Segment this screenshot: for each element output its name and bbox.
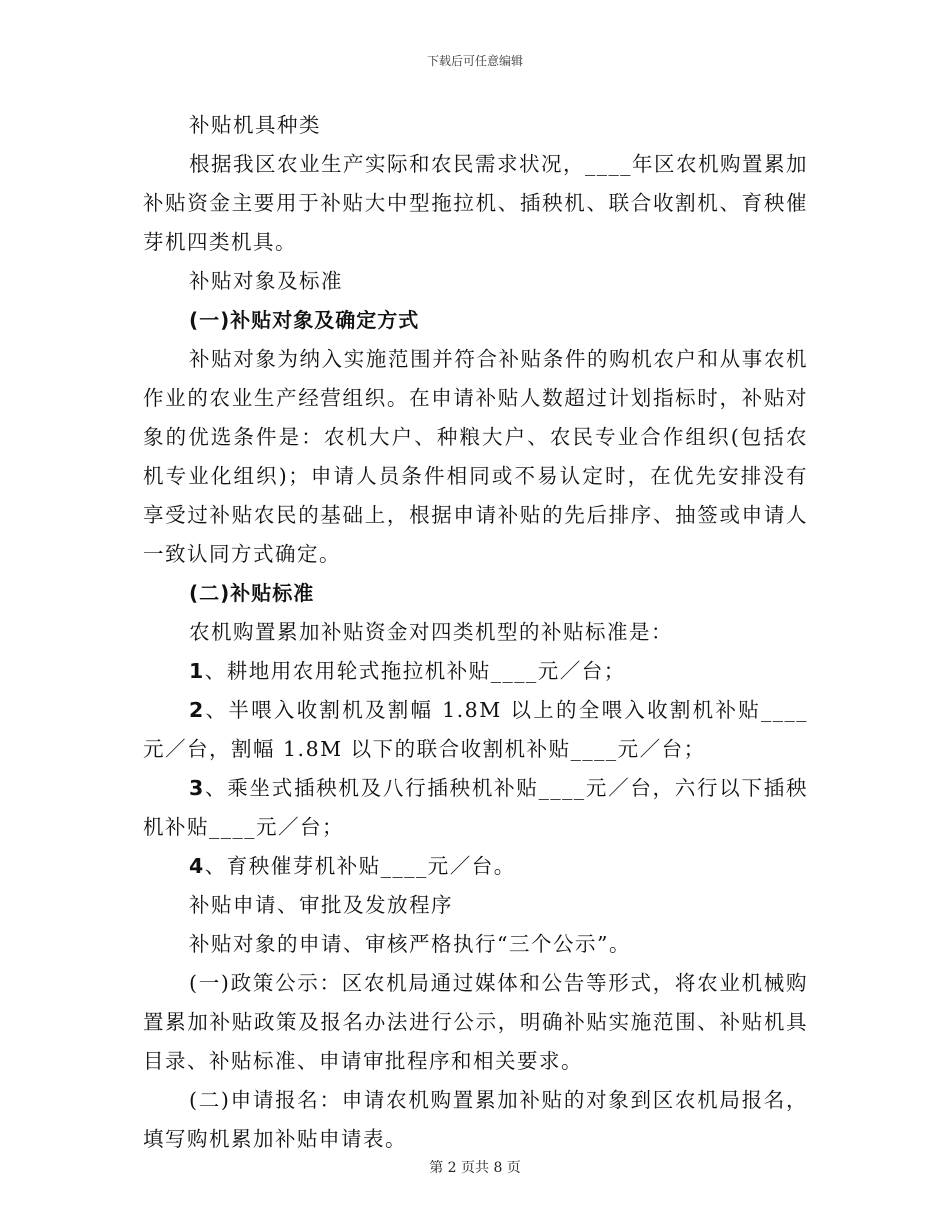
list-number: 3: [189, 776, 205, 800]
paragraph-standards-intro: 农机购置累加补贴资金对四类机型的补贴标准是：: [189, 620, 673, 644]
paragraph-procedure-intro: 补贴对象的申请、审核严格执行“三个公示”。: [189, 932, 631, 956]
list-text: 、半喂入收割机及割幅 1.8M 以上的全喂入收割机补贴____元／台，割幅 1.8M 以下的联合收割机补贴____元／台；: [143, 698, 808, 761]
paragraph-objects: 补贴对象为纳入实施范围并符合补贴条件的购机农户和从事农机作业的农业生产经营组织。在申请补贴人数超过计划指标时，补贴对象的优选条件是：农机大户、种粮大户、农民专业合作组织(包括农机专业化组织)；申请人员条件相同或不易认定时，在优先安排没有享受过补贴农民的基础上，根据申请补贴的先后排序、抽签或申请人一致认同方式确定。: [143, 347, 808, 566]
section-heading-objects-standards: 补贴对象及标准: [189, 269, 343, 293]
document-body: [143, 106, 808, 1159]
page-header: 下载后可任意编辑: [426, 54, 523, 68]
subheading-standards: (二)补贴标准: [189, 581, 315, 605]
list-number: 4: [189, 854, 205, 878]
list-number: 2: [189, 698, 205, 722]
paragraph-machine-types: 根据我区农业生产实际和农民需求状况，____年区农机购置累加补贴资金主要用于补贴大中型拖拉机、插秧机、联合收割机、育秧催芽机四类机具。: [143, 152, 808, 254]
section-heading-machine-types: 补贴机具种类: [189, 113, 321, 137]
section-heading-procedure: 补贴申请、审批及发放程序: [189, 893, 453, 917]
paragraph-policy-publicity: (一)政策公示：区农机局通过媒体和公告等形式，将农业机械购置累加补贴政策及报名办法进行公示，明确补贴实施范围、补贴机具目录、补贴标准、申请审批程序和相关要求。: [143, 971, 808, 1073]
list-text: 、乘坐式插秧机及八行插秧机补贴____元／台，六行以下插秧机补贴____元／台；: [143, 776, 808, 839]
list-number: 1: [189, 659, 205, 683]
list-item-3: [143, 769, 808, 847]
paragraph-application: (二)申请报名：申请农机购置累加补贴的对象到区农机局报名，填写购机累加补贴申请表。: [143, 1088, 808, 1151]
list-text: 、耕地用农用轮式拖拉机补贴____元／台；: [204, 659, 626, 683]
subheading-objects: (一)补贴对象及确定方式: [189, 308, 420, 332]
list-item-2: [143, 691, 808, 769]
list-item-1: [143, 652, 808, 691]
list-item-4: [143, 847, 808, 886]
list-text: 、育秧催芽机补贴____元／台。: [204, 854, 516, 878]
page-footer: 第 2 页共 8 页: [429, 1160, 521, 1176]
